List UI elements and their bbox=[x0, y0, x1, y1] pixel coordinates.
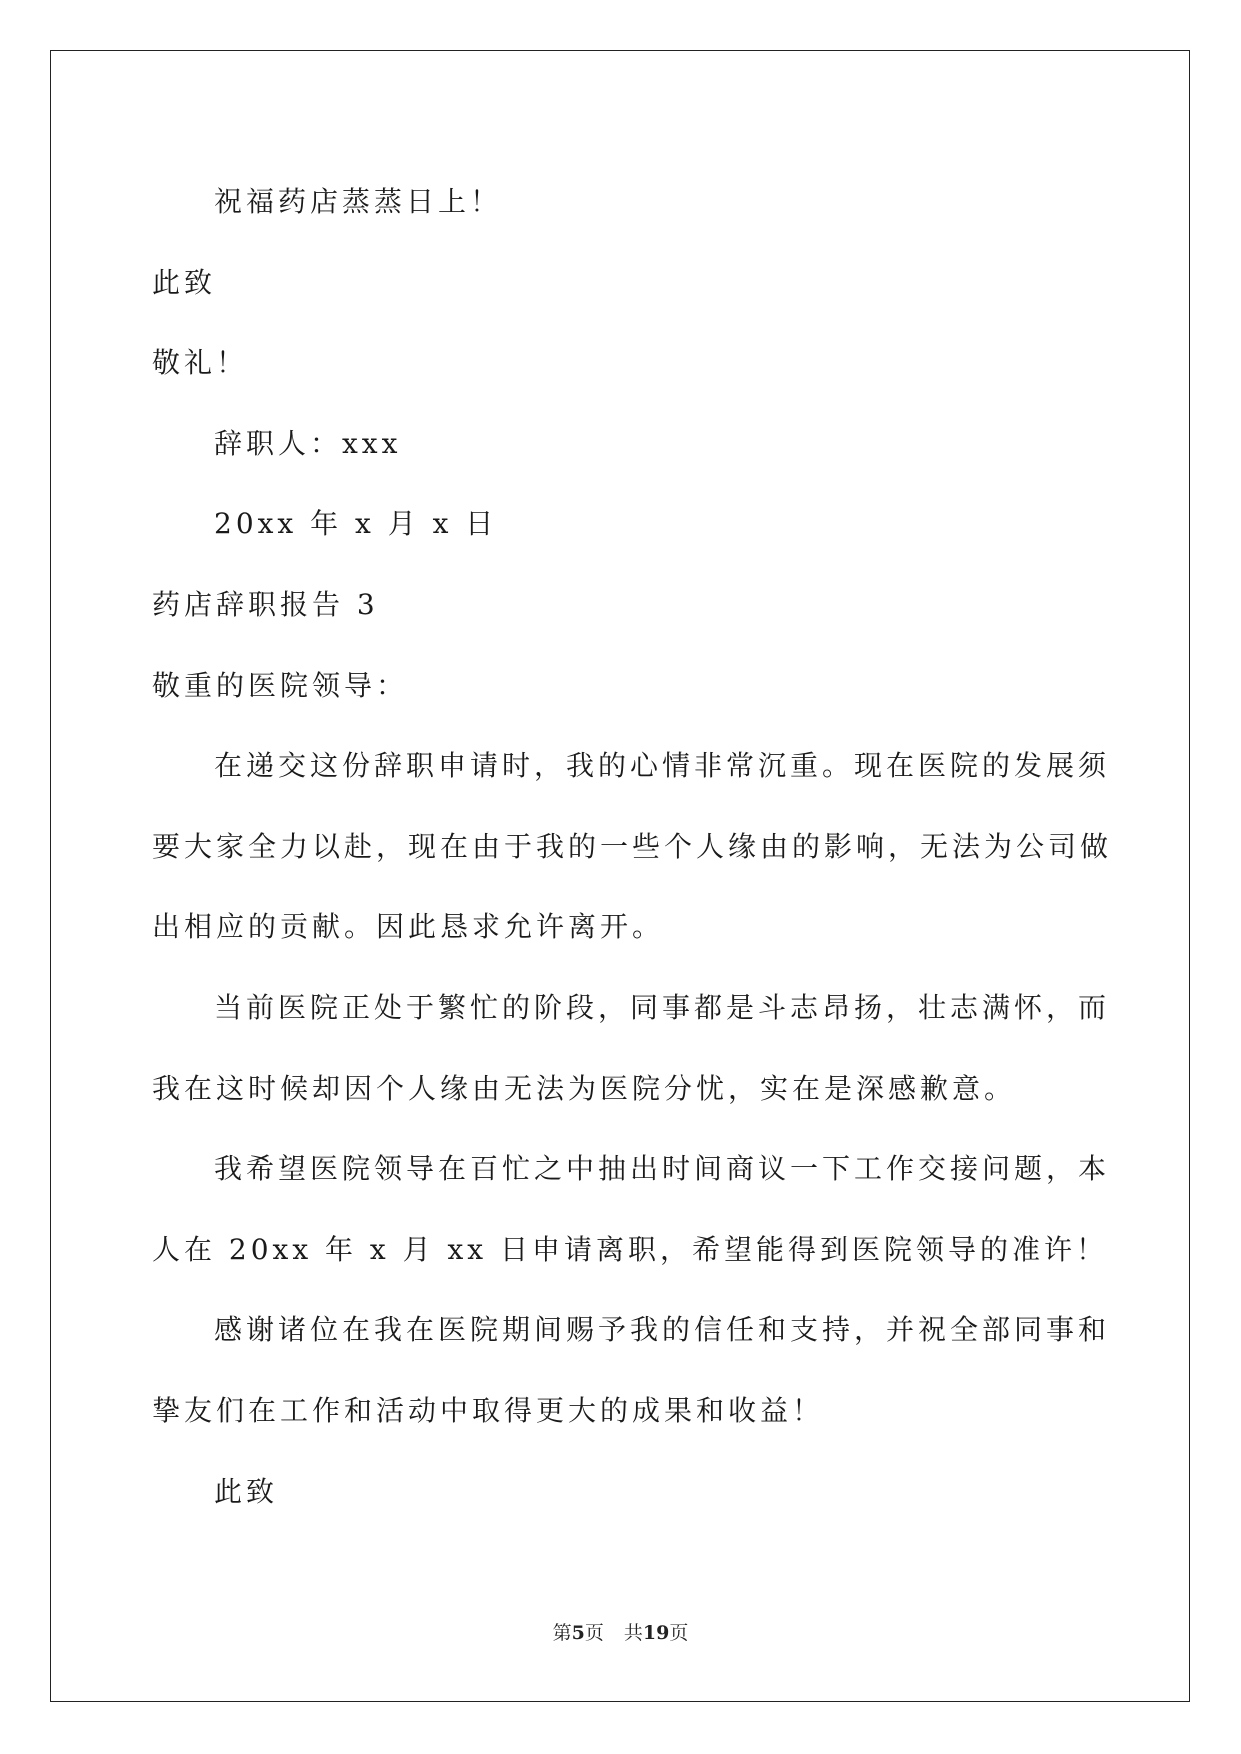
paragraph-line: 当前医院正处于繁忙的阶段，同事都是斗志昂扬，壮志满怀，而 bbox=[214, 990, 1111, 1024]
paragraph-line: 出相应的贡献。因此恳求允许离开。 bbox=[152, 910, 665, 944]
paragraph-line: 在递交这份辞职申请时，我的心情非常沉重。现在医院的发展须 bbox=[214, 749, 1111, 783]
paragraph-line: 挚友们在工作和活动中取得更大的成果和收益！ bbox=[152, 1393, 825, 1427]
page-suffix: 页 bbox=[584, 1622, 604, 1644]
paragraph-line: 要大家全力以赴，现在由于我的一些个人缘由的影响，无法为公司做 bbox=[152, 829, 1113, 863]
salutation-regards: 敬礼！ bbox=[152, 346, 249, 380]
page-footer bbox=[0, 1618, 1241, 1645]
closing-wish: 祝福药店蒸蒸日上！ bbox=[214, 185, 503, 218]
paragraph-line: 我在这时候却因个人缘由无法为医院分忧，实在是深感歉意。 bbox=[152, 1071, 1017, 1105]
signature-date: 20xx 年 x 月 x 日 bbox=[214, 507, 498, 541]
paragraph-line: 我希望医院领导在百忙之中抽出时间商议一下工作交接问题，本 bbox=[214, 1152, 1111, 1186]
paragraph-line: 人在 20xx 年 x 月 xx 日申请离职，希望能得到医院领导的准许！ bbox=[152, 1232, 1108, 1266]
paragraph-line: 感谢诸位在我在医院期间赐予我的信任和支持，并祝全部同事和 bbox=[214, 1313, 1111, 1347]
total-prefix: 共 bbox=[623, 1622, 643, 1644]
total-suffix: 页 bbox=[669, 1622, 689, 1644]
document-body bbox=[152, 162, 1113, 1532]
current-page-number: 5 bbox=[571, 1622, 585, 1644]
signature-name: 辞职人：xxx bbox=[214, 426, 402, 460]
page-prefix: 第 bbox=[552, 1622, 572, 1644]
section-heading: 药店辞职报告 3 bbox=[152, 587, 379, 621]
salutation-closing: 此致 bbox=[214, 1474, 279, 1508]
total-pages-number: 19 bbox=[642, 1622, 670, 1644]
salutation-closing: 此致 bbox=[152, 265, 217, 299]
letter-greeting: 敬重的医院领导： bbox=[152, 668, 409, 702]
